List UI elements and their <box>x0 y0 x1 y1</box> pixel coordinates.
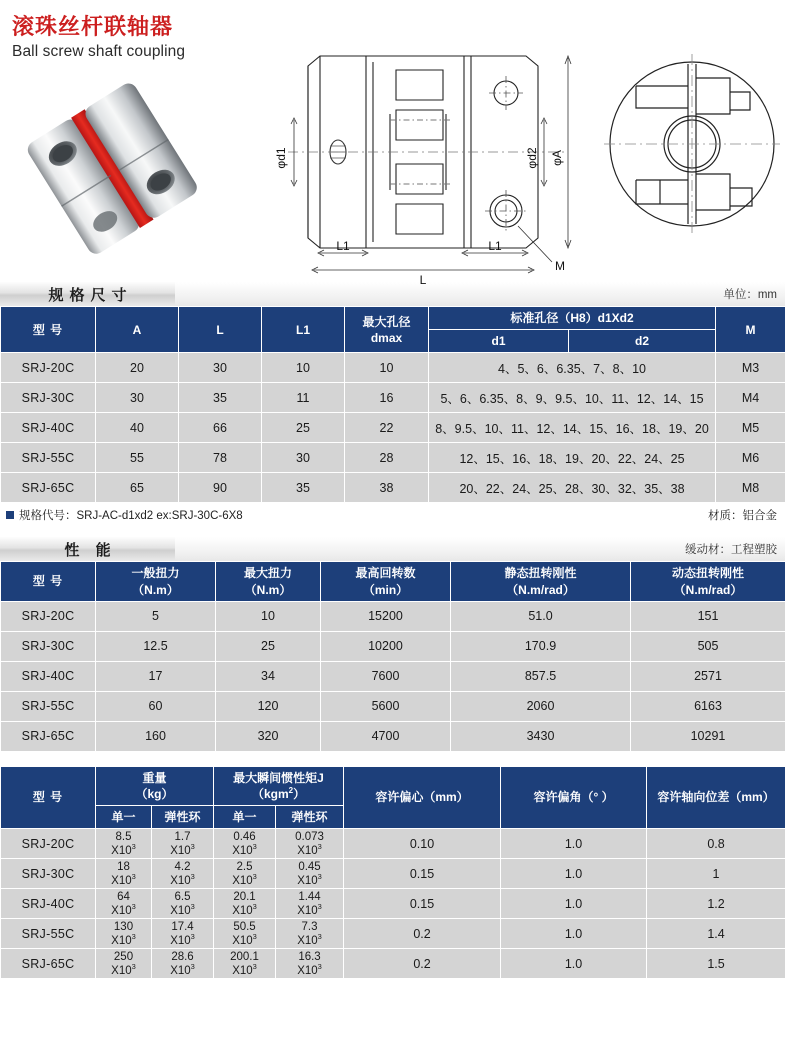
tol-th-weight-single: 单一 <box>96 806 152 829</box>
cell-static-stiffness: 170.9 <box>451 631 631 661</box>
cell-inertia-elastic: 16.3 $X10^3$ <box>276 949 344 979</box>
table-row <box>1 473 786 503</box>
cell-model: SRJ-65C <box>1 473 96 503</box>
cell-model: SRJ-30C <box>1 631 96 661</box>
cell-max-torque: 25 <box>216 631 321 661</box>
performance-table <box>0 561 786 751</box>
cell-inertia-elastic: 7.3 $X10^3$ <box>276 919 344 949</box>
cell-A: 40 <box>96 413 179 443</box>
perf-th-static-unit: （N.m/rad） <box>506 582 575 597</box>
cell-normal-torque: 160 <box>96 721 216 751</box>
tol-th-angle: 容许偏角（° ） <box>501 766 647 829</box>
table-row <box>1 691 786 721</box>
cell-weight-elastic: 1.7 $X10^3$ <box>152 829 214 859</box>
table-row <box>1 601 786 631</box>
perf-th-static-stiffness <box>451 562 631 601</box>
cell-max-torque: 34 <box>216 661 321 691</box>
cross-section-drawing <box>268 48 608 287</box>
tol-th-model: 型 号 <box>1 766 96 829</box>
cell-axial: 0.8 <box>647 829 786 859</box>
performance-banner-label: 性 能 <box>0 537 175 561</box>
cell-weight-single: 8.5 $X10^3$ <box>96 829 152 859</box>
cell-dmax: 16 <box>345 383 429 413</box>
tol-th-weight <box>96 766 214 805</box>
cell-inertia-elastic: 0.073 $X10^3$ <box>276 829 344 859</box>
cell-inertia-single: 0.46 $X10^3$ <box>214 829 276 859</box>
cell-max-speed: 7600 <box>321 661 451 691</box>
tol-th-inertia <box>214 766 344 805</box>
cell-model: SRJ-40C <box>1 413 96 443</box>
perf-th-normal-torque-cn: 一般扭力 <box>131 566 180 581</box>
cell-max-torque: 10 <box>216 601 321 631</box>
cell-A: 55 <box>96 443 179 473</box>
product-photo <box>22 78 202 263</box>
cell-dmax: 22 <box>345 413 429 443</box>
spec-th-dmax-cn: 最大孔径 <box>362 314 411 329</box>
spec-section <box>0 282 785 523</box>
performance-header-row <box>1 562 786 601</box>
cell-dmax: 10 <box>345 353 429 383</box>
cell-weight-elastic: 28.6 $X10^3$ <box>152 949 214 979</box>
label-L1-right: L1 <box>488 239 502 253</box>
cell-static-stiffness: 2060 <box>451 691 631 721</box>
tolerance-table-body <box>1 829 786 979</box>
cell-static-stiffness: 857.5 <box>451 661 631 691</box>
label-phi-A: φA <box>550 150 564 166</box>
cell-bore: 4、5、6、6.35、7、8、10 <box>429 353 716 383</box>
tol-th-weight-cn: 重量 <box>142 770 167 785</box>
cell-dynamic-stiffness: 505 <box>631 631 786 661</box>
cell-L: 90 <box>179 473 262 503</box>
cell-dmax: 38 <box>345 473 429 503</box>
cell-model: SRJ-65C <box>1 949 96 979</box>
cell-max-torque: 320 <box>216 721 321 751</box>
cell-weight-single: 250 $X10^3$ <box>96 949 152 979</box>
cell-axial: 1.5 <box>647 949 786 979</box>
cell-max-speed: 10200 <box>321 631 451 661</box>
tol-th-eccentric: 容许偏心（mm） <box>344 766 501 829</box>
perf-th-normal-torque <box>96 562 216 601</box>
cell-model: SRJ-40C <box>1 661 96 691</box>
cell-eccentric: 0.10 <box>344 829 501 859</box>
cell-A: 65 <box>96 473 179 503</box>
cell-M: M6 <box>716 443 786 473</box>
cell-weight-elastic: 6.5 $X10^3$ <box>152 889 214 919</box>
spec-th-dmax <box>345 307 429 353</box>
perf-th-max-speed <box>321 562 451 601</box>
cell-eccentric: 0.15 <box>344 889 501 919</box>
cell-inertia-single: 50.5 $X10^3$ <box>214 919 276 949</box>
perf-th-dynamic-cn: 动态扭转刚性 <box>671 566 744 581</box>
cell-M: M8 <box>716 473 786 503</box>
cell-normal-torque: 60 <box>96 691 216 721</box>
table-row <box>1 889 786 919</box>
tol-th-inertia-single: 单一 <box>214 806 276 829</box>
cell-model: SRJ-30C <box>1 859 96 889</box>
table-row <box>1 631 786 661</box>
spec-th-bore-group: 标准孔径（H8）d1Xd2 <box>429 307 716 330</box>
cell-model: SRJ-40C <box>1 889 96 919</box>
cell-bore: 8、9.5、10、11、12、14、15、16、18、19、20 <box>429 413 716 443</box>
spec-unit-note: 单位：mm <box>723 289 777 301</box>
perf-th-max-torque <box>216 562 321 601</box>
cell-A: 30 <box>96 383 179 413</box>
perf-th-max-torque-cn: 最大扭力 <box>243 566 292 581</box>
cell-bore: 5、6、6.35、8、9、9.5、10、11、12、14、15 <box>429 383 716 413</box>
cell-dynamic-stiffness: 151 <box>631 601 786 631</box>
spec-footer-notes <box>0 503 785 523</box>
perf-th-max-speed-cn: 最高回转数 <box>355 566 416 581</box>
cell-axial: 1 <box>647 859 786 889</box>
tolerance-header-row-1 <box>1 766 786 805</box>
cell-inertia-single: 200.1 $X10^3$ <box>214 949 276 979</box>
table-row <box>1 353 786 383</box>
perf-th-normal-torque-unit: （N.m） <box>132 582 179 597</box>
cell-L1: 11 <box>262 383 345 413</box>
tol-th-weight-unit: （kg） <box>135 786 174 801</box>
cell-weight-elastic: 17.4 $X10^3$ <box>152 919 214 949</box>
cell-axial: 1.4 <box>647 919 786 949</box>
perf-th-dynamic-stiffness <box>631 562 786 601</box>
cell-static-stiffness: 3430 <box>451 721 631 751</box>
spec-table-body <box>1 353 786 503</box>
performance-banner-row <box>0 537 785 561</box>
table-row <box>1 413 786 443</box>
end-view-drawing <box>600 48 785 248</box>
cell-weight-elastic: 4.2 $X10^3$ <box>152 859 214 889</box>
cell-normal-torque: 5 <box>96 601 216 631</box>
tolerance-table <box>0 766 786 980</box>
performance-damper-note: 缓动材：工程塑胶 <box>685 544 777 557</box>
title-chinese: 滚珠丝杆联轴器 <box>12 14 174 39</box>
perf-th-dynamic-unit: （N.m/rad） <box>673 582 743 597</box>
tol-th-inertia-elastic: 弹性环 <box>276 806 344 829</box>
cell-model: SRJ-20C <box>1 353 96 383</box>
bullet-square-icon <box>6 511 14 519</box>
cell-A: 20 <box>96 353 179 383</box>
cell-axial: 1.2 <box>647 889 786 919</box>
label-phi-d2: φd2 <box>525 147 539 169</box>
label-L1-left: L1 <box>336 239 350 253</box>
cell-model: SRJ-55C <box>1 691 96 721</box>
cell-max-torque: 120 <box>216 691 321 721</box>
cell-M: M5 <box>716 413 786 443</box>
cell-L: 30 <box>179 353 262 383</box>
cell-inertia-elastic: 0.45 $X10^3$ <box>276 859 344 889</box>
cell-bore: 20、22、24、25、28、30、32、35、38 <box>429 473 716 503</box>
perf-th-max-torque-unit: （N.m） <box>244 582 292 597</box>
cell-model: SRJ-30C <box>1 383 96 413</box>
cell-inertia-single: 20.1 $X10^3$ <box>214 889 276 919</box>
spec-th-A: A <box>96 307 179 353</box>
table-row <box>1 919 786 949</box>
spec-banner-label: 规格尺寸 <box>0 282 175 306</box>
table-row <box>1 443 786 473</box>
performance-table-body <box>1 601 786 751</box>
cell-weight-single: 130 $X10^3$ <box>96 919 152 949</box>
cell-M: M3 <box>716 353 786 383</box>
cell-max-speed: 4700 <box>321 721 451 751</box>
spec-th-L1: L1 <box>262 307 345 353</box>
spec-th-d2: d2 <box>569 330 716 353</box>
tol-th-axial: 容许轴向位差（mm） <box>647 766 786 829</box>
cell-bore: 12、15、16、18、19、20、22、24、25 <box>429 443 716 473</box>
spec-header-row-1 <box>1 307 786 330</box>
cell-eccentric: 0.2 <box>344 949 501 979</box>
spec-th-d1: d1 <box>429 330 569 353</box>
spec-th-model: 型 号 <box>1 307 96 353</box>
spec-material-note: 材质：铝合金 <box>708 510 777 523</box>
cell-weight-single: 64 $X10^3$ <box>96 889 152 919</box>
cell-L1: 25 <box>262 413 345 443</box>
cell-dmax: 28 <box>345 443 429 473</box>
tolerance-section <box>0 766 785 980</box>
cell-L1: 30 <box>262 443 345 473</box>
perf-th-model: 型 号 <box>1 562 96 601</box>
label-phi-d1: φd1 <box>274 147 288 169</box>
cell-model: SRJ-65C <box>1 721 96 751</box>
cell-dynamic-stiffness: 6163 <box>631 691 786 721</box>
title-english: Ball screw shaft coupling <box>12 43 186 61</box>
cell-max-speed: 15200 <box>321 601 451 631</box>
cell-model: SRJ-20C <box>1 601 96 631</box>
cell-normal-torque: 12.5 <box>96 631 216 661</box>
perf-th-max-speed-unit: （min） <box>362 582 409 597</box>
cell-angle: 1.0 <box>501 859 647 889</box>
table-row <box>1 383 786 413</box>
cell-eccentric: 0.2 <box>344 919 501 949</box>
tol-th-inertia-unit: （kgm$^2$） <box>251 785 306 801</box>
cell-dynamic-stiffness: 10291 <box>631 721 786 751</box>
cell-eccentric: 0.15 <box>344 859 501 889</box>
label-M: M <box>555 259 565 273</box>
cell-L1: 35 <box>262 473 345 503</box>
spec-table <box>0 306 786 503</box>
cell-L: 66 <box>179 413 262 443</box>
spec-th-L: L <box>179 307 262 353</box>
header-area <box>0 0 785 287</box>
cell-angle: 1.0 <box>501 829 647 859</box>
table-row <box>1 661 786 691</box>
cell-dynamic-stiffness: 2571 <box>631 661 786 691</box>
cell-model: SRJ-20C <box>1 829 96 859</box>
tol-th-inertia-cn: 最大瞬间惯性矩J <box>233 770 324 785</box>
page-title <box>12 14 274 62</box>
cell-angle: 1.0 <box>501 919 647 949</box>
cell-model: SRJ-55C <box>1 919 96 949</box>
cell-model: SRJ-55C <box>1 443 96 473</box>
cell-weight-single: 18 $X10^3$ <box>96 859 152 889</box>
cell-angle: 1.0 <box>501 889 647 919</box>
cell-inertia-single: 2.5 $X10^3$ <box>214 859 276 889</box>
label-L: L <box>419 273 427 287</box>
perf-th-static-cn: 静态扭转刚性 <box>504 566 577 581</box>
table-row <box>1 949 786 979</box>
cell-L: 78 <box>179 443 262 473</box>
spec-banner-row <box>0 282 785 306</box>
table-row <box>1 721 786 751</box>
table-row <box>1 859 786 889</box>
spec-code-note <box>6 507 243 523</box>
cell-M: M4 <box>716 383 786 413</box>
performance-section <box>0 537 785 751</box>
spec-th-dmax-en: dmax <box>370 330 403 345</box>
spec-th-M: M <box>716 307 786 353</box>
cell-angle: 1.0 <box>501 949 647 979</box>
tol-th-weight-elastic: 弹性环 <box>152 806 214 829</box>
cell-normal-torque: 17 <box>96 661 216 691</box>
cell-max-speed: 5600 <box>321 691 451 721</box>
cell-static-stiffness: 51.0 <box>451 601 631 631</box>
cell-L1: 10 <box>262 353 345 383</box>
cell-L: 35 <box>179 383 262 413</box>
table-row <box>1 829 786 859</box>
cell-inertia-elastic: 1.44 $X10^3$ <box>276 889 344 919</box>
spec-code-note-text: 规格代号：SRJ-AC-d1xd2 ex:SRJ-30C-6X8 <box>19 510 243 523</box>
